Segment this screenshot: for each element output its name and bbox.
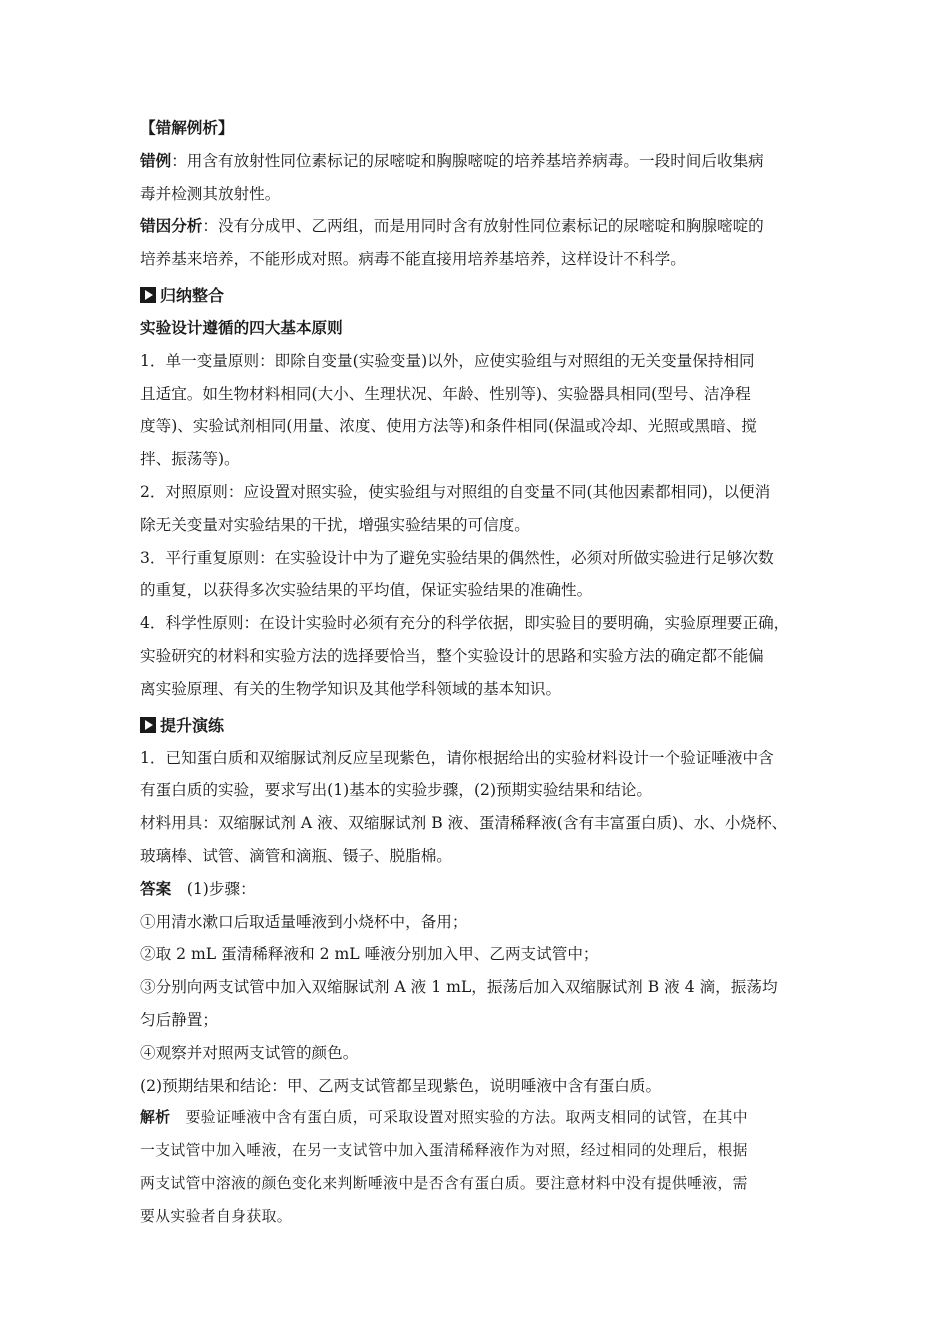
play-triangle-icon xyxy=(140,287,156,303)
error-analysis-heading: 【错解例析】 xyxy=(140,119,234,137)
play-triangle-icon xyxy=(140,717,156,733)
summary-line: 实验研究的材料和实验方法的选择要恰当，整个实验设计的思路和实验方法的确定都不能偏 xyxy=(140,646,764,665)
error-example-label: 错例 xyxy=(140,151,172,170)
error-cause-text: ：没有分成甲、乙两组，而是用同时含有放射性同位素标记的尿嘧啶和胸腺嘧啶的 xyxy=(202,217,764,236)
summary-line: 1．单一变量原则：即除自变量(实验变量)以外，应使实验组与对照组的无关变量保持相同 xyxy=(140,351,755,370)
summary-line: 4．科学性原则：在设计实验时必须有充分的科学依据，即实验目的要明确，实验原理要正确， xyxy=(140,614,790,633)
analysis-line: 要从实验者自身获取。 xyxy=(140,1207,292,1225)
analysis-label: 解析 xyxy=(140,1109,171,1127)
answer-line: 匀后静置； xyxy=(140,1010,218,1029)
answer-line: ②取 2 mL 蛋清稀释液和 2 mL 唾液分别加入甲、乙两支试管中； xyxy=(140,945,599,964)
summary-section-heading xyxy=(140,278,812,312)
summary-heading-text: 归纳整合 xyxy=(160,286,225,306)
answer-line: ④观察并对照两支试管的颜色。 xyxy=(140,1043,359,1062)
document-page xyxy=(140,112,812,1234)
practice-heading-text: 提升演练 xyxy=(160,716,225,736)
analysis-line: 两支试管中溶液的颜色变化来判断唾液中是否含有蛋白质。要注意材料中没有提供唾液，需 xyxy=(140,1174,748,1192)
answer-line: (2)预期结果和结论：甲、乙两支试管都呈现紫色，说明唾液中含有蛋白质。 xyxy=(140,1076,662,1095)
error-cause-label: 错因分析 xyxy=(140,217,203,236)
answer-header xyxy=(140,873,812,906)
answer-label: 答案 xyxy=(140,879,172,898)
analysis-line: 一支试管中加入唾液，在另一支试管中加入蛋清稀释液作为对照，经过相同的处理后，根据 xyxy=(140,1142,748,1160)
error-example-cont: 毒并检测其放射性。 xyxy=(140,184,281,203)
answer-line: ①用清水漱口后取适量唾液到小烧杯中，备用； xyxy=(140,912,468,931)
summary-line: 离实验原理、有关的生物学知识及其他学科领域的基本知识。 xyxy=(140,679,562,698)
practice-section-heading xyxy=(140,708,812,742)
analysis-header xyxy=(140,1102,812,1135)
question-line: 有蛋白质的实验，要求写出(1)基本的实验步骤，(2)预期实验结果和结论。 xyxy=(140,781,652,800)
error-example xyxy=(140,145,812,178)
error-cause xyxy=(140,210,812,243)
error-example-text: ：用含有放射性同位素标记的尿嘧啶和胸腺嘧啶的培养基培养病毒。一段时间后收集病 xyxy=(171,151,764,170)
question-line: 玻璃棒、试管、滴管和滴瓶、镊子、脱脂棉。 xyxy=(140,846,452,865)
answer-line: ③分别向两支试管中加入双缩脲试剂 A 液 1 mL，振荡后加入双缩脲试剂 B 液 4 滴，振荡均 xyxy=(140,978,778,997)
summary-line: 度等)、实验试剂相同(用量、浓度、使用方法等)和条件相同(保温或冷却、光照或黑暗、搅 xyxy=(140,417,757,436)
analysis-text: 要验证唾液中含有蛋白质，可采取设置对照实验的方法。取两支相同的试管，在其中 xyxy=(170,1109,748,1127)
error-cause-cont: 培养基来培养，不能形成对照。病毒不能直接用培养基培养，这样设计不科学。 xyxy=(140,250,686,269)
summary-line: 的重复，以获得多次实验结果的平均值，保证实验结果的准确性。 xyxy=(140,581,593,600)
summary-line: 且适宜。如生物材料相同(大小、生理状况、年龄、性别等)、实验器具相同(型号、洁净程 xyxy=(140,384,751,403)
summary-line: 3．平行重复原则：在实验设计中为了避免实验结果的偶然性，必须对所做实验进行足够次数 xyxy=(140,548,774,567)
summary-line: 拌、振荡等)。 xyxy=(140,450,240,469)
answer-first-text: (1)步骤： xyxy=(171,879,256,898)
summary-line: 除无关变量对实验结果的干扰，增强实验结果的可信度。 xyxy=(140,515,530,534)
summary-subtitle: 实验设计遵循的四大基本原则 xyxy=(140,318,343,337)
question-line: 材料用具：双缩脲试剂 A 液、双缩脲试剂 B 液、蛋清稀释液(含有丰富蛋白质)、水、小烧杯、 xyxy=(140,814,788,833)
question-line: 1．已知蛋白质和双缩脲试剂反应呈现紫色，请你根据给出的实验材料设计一个验证唾液中含 xyxy=(140,748,774,767)
summary-line: 2．对照原则：应设置对照实验，使实验组与对照组的自变量不同(其他因素都相同)，以便消 xyxy=(140,482,771,501)
